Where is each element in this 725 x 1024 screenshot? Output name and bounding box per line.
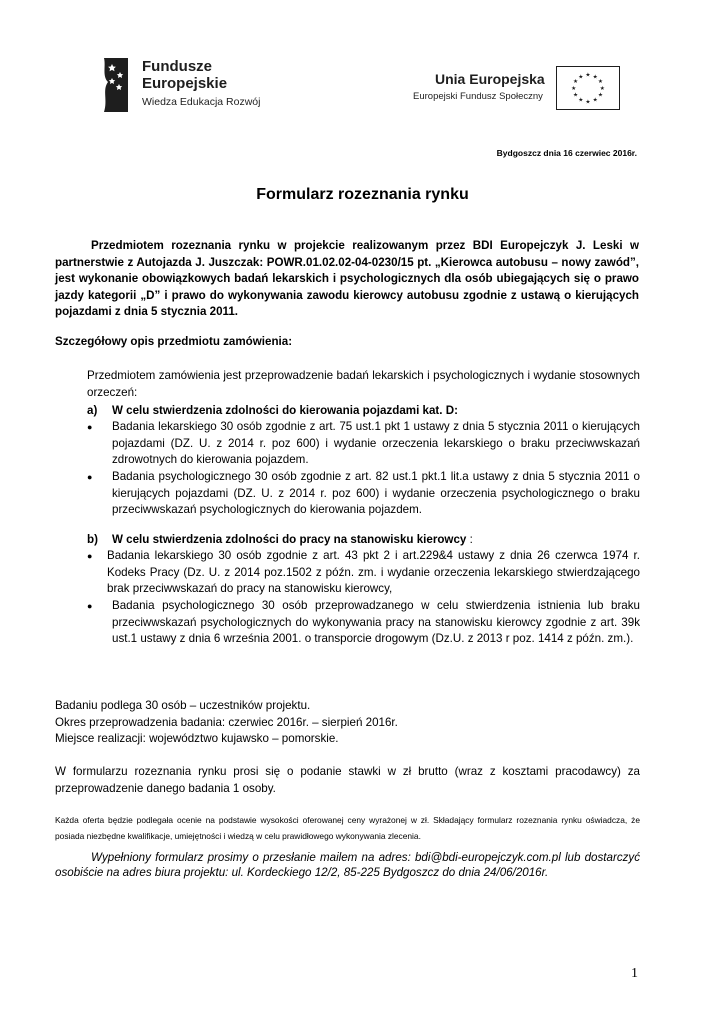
svg-text:★: ★: [599, 85, 605, 92]
section-a-item-1: Badania lekarskiego 30 osób zgodnie z art. 75 ust.1 pkt 1 ustawy z dnia 5 stycznia 2011 o kierujących pojazdami (DZ. U. z 2014 r. poz 600) i wydanie orzeczenia lekarskiego o braku przeciwwskazań zdrowotnych do kierowania pojazdem.: [112, 420, 640, 467]
svg-text:★: ★: [573, 92, 579, 99]
svg-text:★: ★: [597, 79, 603, 86]
section-a-heading: W celu stwierdzenia zdolności do kierowania pojazdami kat. D:: [112, 404, 458, 417]
svg-text:★: ★: [592, 97, 598, 104]
contact-text: Wypełniony formularz prosimy o przesłanie mailem na adres: bdi@bdi-europejczyk.com.pl lub dostarczyć osobiście na adres biura projektu: ul. Kordeckiego 12/2, 85-225 Bydgoszcz do dnia 24/06/2016r.: [55, 851, 640, 879]
evaluation-note: Każda oferta będzie podlegała ocenie na podstawie wysokości oferowanej ceny wyrażonej w zł. Składający formularz rozeznania rynku oświadcza, że posiada niezbędne kwalifikacje, umiejętności i wiedzą w celu prawidłowego wykonywania zlecenia.: [55, 815, 640, 841]
fe-logo-subtitle: Wiedza Edukacja Rozwój: [142, 96, 261, 108]
bullet-icon: ●: [87, 472, 93, 482]
document-date: Bydgoszcz dnia 16 czerwiec 2016r.: [496, 148, 637, 158]
bullet-icon: ●: [87, 551, 93, 561]
page-number: 1: [631, 966, 638, 981]
contact-paragraph: [55, 850, 640, 880]
fe-logo-title-line2: Europejskie: [142, 75, 228, 92]
svg-text:★: ★: [571, 85, 577, 92]
intro-paragraph: [55, 238, 639, 321]
details-heading: Szczegółowy opis przedmiotu zamówienia:: [55, 335, 293, 348]
summary-period: Okres przeprowadzenia badania: czerwiec 2016r. – sierpień 2016r.: [55, 715, 398, 729]
section-b-item-1: Badania lekarskiego 30 osób zgodnie z art. 43 pkt 2 i art.229&4 ustawy z dnia 26 czerwca 1974 r. Kodeks Pracy (Dz. U. z 2014 poz.1502 z późn. zm. i wydanie orzeczenia lekarskiego stwierdzającego brak przeciwwskazań do pracy na stanowisku kierowcy,: [107, 549, 640, 596]
list-item: [87, 469, 640, 521]
intro-text: Przedmiotem rozeznania rynku w projekcie realizowanym przez BDI Europejczyk J. Leski w partnerstwie z Autojazda J. Juszczak: POWR.01.02.02-04-0230/15 pt. „Kierowca autobusu – nowy zawód”, jest wykonanie obowiązkowych badań lekarskich i psychologicznych dla osób ubiegających się o prawo jazdy kategorii „D” i prawo do wykonywania zawodu kierowcy autobusu zgodnie z ustawą o kierujących pojazdami z dnia 5 stycznia 2011.: [55, 239, 639, 319]
svg-text:★: ★: [592, 74, 598, 81]
eu-flag-icon: [556, 66, 620, 110]
svg-text:★: ★: [585, 99, 591, 106]
ue-logo-title: Unia Europejska: [435, 71, 545, 87]
svg-text:★: ★: [578, 74, 584, 81]
svg-text:★: ★: [585, 72, 591, 79]
list-item: [87, 548, 640, 600]
section-b-item-2: Badania psychologicznego 30 osób przeprowadzanego w celu stwierdzenia istnienia lub braku przeciwwskazań psychologicznych do wykonywania pracy na stanowisku kierowcy zgodnie z art. 39k ust.1 ustawy z dnia 6 września 2001. o transporcie drogowym (Dz.U. z 2013 r poz. 1414 z późn. zm.).: [112, 599, 640, 646]
fe-logo-title-line1: Fundusze: [142, 58, 212, 75]
svg-text:★: ★: [597, 92, 603, 99]
price-request-paragraph: W formularzu rozeznania rynku prosi się o podanie stawki w zł brutto (wraz z kosztami pracodawcy) za przeprowadzenie danego badania 1 osoby.: [55, 765, 640, 795]
section-b-heading: [112, 532, 473, 549]
section-a-marker: a): [87, 404, 98, 417]
fundusze-europejskie-emblem-icon: [98, 56, 132, 114]
svg-text:★: ★: [578, 97, 584, 104]
unia-europejska-logo: [408, 66, 623, 112]
summary-block: [55, 698, 645, 748]
bullet-icon: ●: [87, 601, 93, 611]
list-item: [87, 419, 640, 471]
scope-paragraph: Przedmiotem zamówienia jest przeprowadzenie badań lekarskich i psychologicznych i wydanie stosownych orzeczeń:: [87, 369, 640, 399]
section-b-heading-suffix: :: [466, 533, 473, 546]
section-b-heading-text: W celu stwierdzenia zdolności do pracy na stanowisku kierowcy: [112, 533, 467, 546]
svg-text:★: ★: [573, 79, 579, 86]
section-a-heading-row: [87, 403, 640, 420]
summary-location: Miejsce realizacji: województwo kujawsko – pomorskie.: [55, 732, 339, 746]
section-b-marker: b): [87, 533, 98, 546]
fundusze-europejskie-logo: [98, 56, 278, 118]
section-a-item-2: Badania psychologicznego 30 osób zgodnie z art. 82 ust.1 pkt.1 lit.a ustawy z dnia 5 stycznia 2011 o kierujących pojazdami (DZ. U. z 2014 r. poz 600) i wydanie orzeczenia psychologicznego o braku przeciwwskazań psychologicznych do kierowania pojazdem.: [112, 470, 640, 517]
bullet-icon: ●: [87, 422, 93, 432]
document-title: Formularz rozeznania rynku: [256, 186, 469, 203]
summary-participants: Badaniu podlega 30 osób – uczestników projektu.: [55, 699, 311, 712]
list-item: [87, 598, 640, 668]
ue-logo-subtitle: Europejski Fundusz Społeczny: [413, 91, 543, 102]
section-b-heading-row: [87, 532, 640, 549]
